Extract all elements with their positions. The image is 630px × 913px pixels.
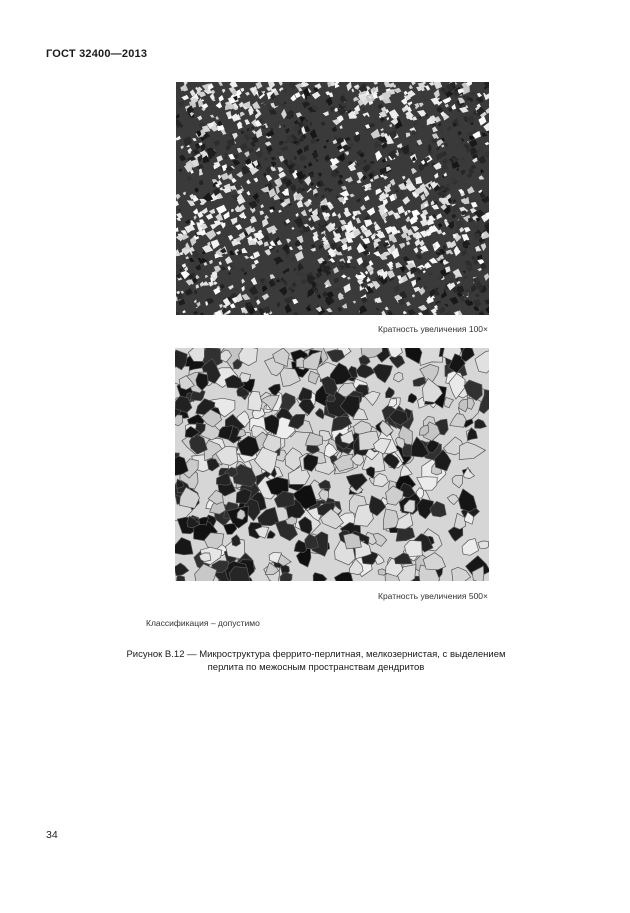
figure-caption-line-2: перлита по межосным пространствам дендритов xyxy=(207,662,425,673)
document-header: ГОСТ 32400—2013 xyxy=(46,48,148,60)
micrograph-100x-image xyxy=(176,82,489,315)
micrograph-500x-image xyxy=(175,348,489,581)
figure-caption xyxy=(60,648,572,674)
figure-caption-line-1: Рисунок В.12 — Микроструктура феррито-перлитная, мелкозернистая, с выделением xyxy=(126,649,506,660)
micrograph-100x-caption: Кратность увеличения 100× xyxy=(378,324,488,334)
micrograph-500x-caption: Кратность увеличения 500× xyxy=(378,591,488,601)
classification-note: Классификация – допустимо xyxy=(146,618,260,628)
page-number: 34 xyxy=(46,829,58,841)
